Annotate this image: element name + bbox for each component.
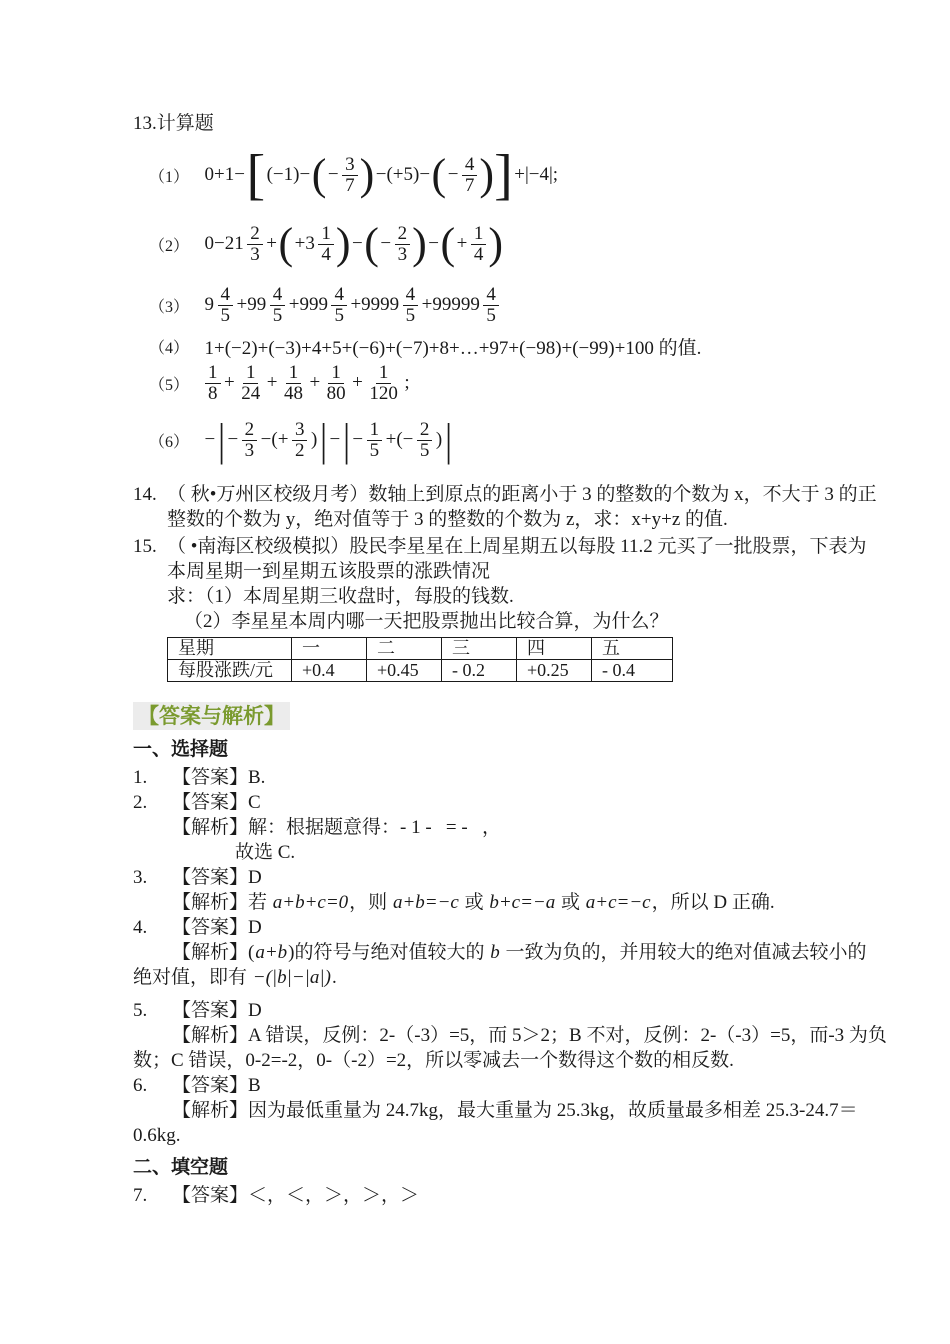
formula-text: +9999 <box>350 294 400 315</box>
text-run: 或 <box>556 892 585 913</box>
table-header-cell: 星期 <box>168 638 292 660</box>
denominator: 5 <box>220 304 231 326</box>
answer-number: 5. <box>133 1000 148 1021</box>
text-run: 一致为负的，并用较大的绝对值减去较小的 <box>500 942 867 963</box>
fraction <box>270 285 286 326</box>
q13-item-3-formula <box>203 285 501 326</box>
answers-list <box>133 765 887 1148</box>
formula-text: − <box>380 233 392 254</box>
q13-item-5 <box>133 360 850 406</box>
answer-line <box>133 815 850 840</box>
formula-text: +(− <box>385 429 414 450</box>
q13-item-5-label: （5） <box>149 376 190 394</box>
q13-item-1 <box>133 144 850 206</box>
answer-line <box>133 865 850 890</box>
numerator: 3 <box>342 155 358 176</box>
numerator: 2 <box>242 420 258 441</box>
numerator: 4 <box>331 285 347 306</box>
denominator: 7 <box>345 174 355 196</box>
answers-header: 【答案与解析】 <box>133 702 290 730</box>
fraction <box>342 155 358 196</box>
formula-text: − <box>351 233 363 254</box>
question-15-body <box>167 534 866 682</box>
q13-item-4 <box>133 334 850 358</box>
formula-text: (−1)− <box>266 164 311 185</box>
denominator: 2 <box>294 439 305 461</box>
fraction <box>367 420 383 461</box>
numerator: 2 <box>247 224 263 245</box>
table-value-cell: +0.25 <box>517 660 592 682</box>
math-expression: b+c=−a <box>489 892 556 913</box>
answer-number: 7. <box>133 1185 148 1206</box>
formula-text: − <box>327 164 339 185</box>
q13-item-6 <box>133 412 850 468</box>
formula-text: + <box>352 372 363 393</box>
formula-text: + <box>456 233 468 254</box>
denominator: 3 <box>250 243 260 265</box>
numerator: 1 <box>286 363 302 384</box>
denominator: 80 <box>326 382 346 404</box>
fraction <box>395 224 411 265</box>
answer-line <box>133 1098 858 1123</box>
denominator: 7 <box>464 174 475 196</box>
q13-item-2-formula <box>203 219 503 268</box>
question-14-line-2: 整数的个数为 y，绝对值等于 3 的整数的个数为 z，求：x+y+z 的值. <box>167 509 728 530</box>
math-expression: b <box>490 942 500 963</box>
formula-text: 9 <box>204 294 215 315</box>
answer-line <box>133 840 850 865</box>
section-multiple-choice: 一、选择题 <box>133 739 229 760</box>
numerator: 1 <box>243 363 259 384</box>
big-paren-glyph: ( <box>311 150 327 199</box>
table-header-cell: 四 <box>517 638 592 660</box>
formula-text: ) <box>310 429 318 450</box>
formula-text: +99999 <box>421 294 480 315</box>
big-paren-glyph: ) <box>488 219 503 268</box>
formula-text: 0−21 <box>204 233 244 254</box>
numerator: 1 <box>367 420 383 441</box>
fraction <box>324 363 349 404</box>
big-paren-glyph: ) <box>412 219 427 268</box>
answer-number: 2. <box>133 792 148 813</box>
formula-text: − <box>227 429 239 450</box>
q13-item-4-label: （4） <box>149 339 190 357</box>
answer-line <box>133 1123 850 1148</box>
formula-text: +999 <box>288 294 328 315</box>
text-run: 绝对值，即有 <box>133 967 252 988</box>
big-paren-glyph: ) <box>479 150 495 199</box>
big-paren-glyph: ( <box>431 150 447 199</box>
formula-text: − <box>352 429 364 450</box>
formula-text: − <box>204 429 216 450</box>
formula-text: −(+5)− <box>375 164 431 185</box>
numerator: 1 <box>376 363 392 384</box>
question-14-line-1: （ 秋•万州区校级月考）数轴上到原点的距离小于 3 的整数的个数为 x，不大于 3 的正 <box>167 484 877 505</box>
q13-item-4-formula <box>203 333 703 360</box>
question-15-line-2: 本周星期一到星期五该股票的涨跌情况 <box>167 561 491 582</box>
answer-number: 1. <box>133 767 148 788</box>
question-14-number: 14. <box>133 484 157 505</box>
question-14 <box>133 482 877 532</box>
text-run: 【解析】因为最低重量为 24.7kg，最大重量为 25.3kg，故质量最多相差 25.3-24.7＝ <box>172 1100 858 1121</box>
denominator: 5 <box>272 304 283 326</box>
answer-line <box>133 790 850 815</box>
big-bracket-glyph: ] <box>494 144 513 206</box>
fraction <box>242 420 258 461</box>
answer-line <box>133 965 850 990</box>
answer-item <box>133 1073 858 1148</box>
formula-text: + <box>266 372 278 393</box>
fraction <box>238 363 263 404</box>
text-run: 数；C 错误，0-2=-2，0-（-2）=2，所以零减去一个数得这个数的相反数. <box>133 1050 734 1071</box>
question-15-ask-1: 求：（1）本周星期三收盘时，每股的钱数. <box>167 586 514 607</box>
big-paren-glyph: ( <box>278 219 294 268</box>
fraction <box>417 420 433 461</box>
table-header-cell: 二 <box>367 638 442 660</box>
math-expression: a+c=−c <box>585 892 651 913</box>
table-value-cell: - 0.4 <box>592 660 673 682</box>
text-run: 【答案】C <box>172 792 261 813</box>
answer-item <box>133 765 850 790</box>
big-paren-glyph: ( <box>364 219 379 268</box>
answer-line <box>133 1023 887 1048</box>
table-value-cell: +0.45 <box>367 660 442 682</box>
text-run: )的符号与绝对值较大的 <box>288 942 490 963</box>
numerator: 2 <box>395 224 411 245</box>
fraction <box>281 363 306 404</box>
denominator: 4 <box>321 243 331 265</box>
stock-change-table <box>167 637 673 682</box>
answer-number: 6. <box>133 1075 148 1096</box>
q13-title: 13.计算题 <box>133 113 214 134</box>
numerator: 1 <box>471 224 487 245</box>
answer-line <box>133 998 850 1023</box>
answer-line <box>133 940 867 965</box>
denominator: 48 <box>283 382 303 404</box>
fraction <box>292 420 308 461</box>
answer-item <box>133 915 867 990</box>
numerator: 1 <box>318 224 334 245</box>
text-run: 【答案】D <box>172 917 262 938</box>
table-header-cell: 五 <box>592 638 673 660</box>
numerator: 4 <box>462 155 478 176</box>
answer-item <box>133 865 850 915</box>
big-paren-glyph: ) <box>359 150 375 199</box>
big-bracket-glyph: [ <box>246 144 266 206</box>
formula-text: + <box>309 372 321 393</box>
answer-line <box>133 915 850 940</box>
answer-line <box>133 1183 850 1208</box>
q13-item-2-label: （2） <box>149 237 190 255</box>
text-run: 故选 C. <box>235 842 296 863</box>
absolute-value-bar: | <box>319 414 327 465</box>
formula-text: + <box>224 372 235 393</box>
table-header-cell: 一 <box>292 638 367 660</box>
formula-text: +99 <box>236 294 267 315</box>
denominator: 5 <box>486 304 496 326</box>
formula-text: 0+1− <box>204 164 245 185</box>
text-run: ，所以 D 正确. <box>651 892 775 913</box>
denominator: 120 <box>369 382 398 404</box>
math-expression: a+b+c=0 <box>272 892 349 913</box>
text-run: 【答案】B. <box>172 767 266 788</box>
text-run: 或 <box>459 892 489 913</box>
denominator: 4 <box>473 243 484 265</box>
formula-text: +|−4|; <box>514 164 559 185</box>
math-expression: −(|b|−|a|) <box>252 967 331 988</box>
fraction <box>462 155 478 196</box>
numerator: 1 <box>328 363 344 384</box>
fraction <box>471 224 487 265</box>
fraction <box>318 224 334 265</box>
denominator: 3 <box>244 439 255 461</box>
answer-7-list <box>133 1183 850 1208</box>
text-run: 【解析】若 <box>172 892 272 913</box>
answer-line <box>133 890 850 915</box>
formula-text: +3 <box>294 233 315 254</box>
fraction <box>483 285 499 326</box>
denominator: 5 <box>334 304 344 326</box>
math-expression: a+b=−c <box>392 892 459 913</box>
text-run: 0.6kg. <box>133 1125 181 1146</box>
text-run: 【答案】B <box>172 1075 261 1096</box>
numerator: 4 <box>403 285 419 306</box>
big-paren-glyph: ) <box>335 219 351 268</box>
numerator: 4 <box>270 285 286 306</box>
absolute-value-bar: | <box>444 414 452 465</box>
formula-text: − <box>447 164 459 185</box>
answer-line <box>133 765 850 790</box>
denominator: 5 <box>369 439 380 461</box>
question-15-number: 15. <box>133 536 157 557</box>
formula-text: ; <box>404 372 410 393</box>
answer-item <box>133 1183 850 1208</box>
question-15-line-1: （ •南海区校级模拟）股民李星星在上周星期五以每股 11.2 元买了一批股票，下表为 <box>167 536 867 557</box>
formula-text: − <box>428 233 439 254</box>
q13-item-3-label: （3） <box>149 298 190 316</box>
text-run: 【解析】解：根据题意得：- 1 - = - ， <box>172 817 501 838</box>
question-15-ask-2: （2）李星星本周内哪一天把股票抛出比较合算，为什么？ <box>184 611 669 632</box>
big-paren-glyph: ( <box>440 219 456 268</box>
fraction <box>218 285 234 326</box>
formula-text: −(+ <box>260 429 289 450</box>
math-expression: a+b <box>255 942 288 963</box>
answer-item <box>133 790 850 865</box>
denominator: 5 <box>405 304 416 326</box>
table-header-cell: 三 <box>442 638 517 660</box>
text-run: 【答案】D <box>172 867 262 888</box>
section-fill-blank: 二、填空题 <box>133 1157 229 1178</box>
absolute-value-bar: | <box>342 414 350 465</box>
text-run: 【答案】＜，＜，＞，＞，＞ <box>172 1185 420 1206</box>
answer-line <box>133 1073 850 1098</box>
answer-item <box>133 998 887 1073</box>
denominator: 3 <box>397 243 408 265</box>
q13-item-6-label: （6） <box>149 433 190 451</box>
q13-item-1-label: （1） <box>149 168 190 186</box>
text-run: ，则 <box>349 892 392 913</box>
denominator: 5 <box>419 439 430 461</box>
q13-item-2 <box>133 216 850 272</box>
fraction <box>331 285 347 326</box>
numerator: 3 <box>292 420 308 441</box>
fraction <box>366 363 401 404</box>
table-value-cell: 每股涨跌/元 <box>168 660 292 682</box>
text-run: 【答案】D <box>172 1000 262 1021</box>
text-run: . <box>331 967 337 988</box>
formula-text: 1+(−2)+(−3)+4+5+(−6)+(−7)+8+…+97+(−98)+(−99)+100 的值. <box>204 337 702 359</box>
answer-number: 3. <box>133 867 148 888</box>
numerator: 1 <box>205 363 221 384</box>
numerator: 4 <box>218 285 234 306</box>
table-value-row <box>168 660 673 682</box>
absolute-value-bar: | <box>217 414 225 465</box>
question-15 <box>133 534 867 682</box>
q13-item-5-formula <box>203 363 411 404</box>
answer-number: 4. <box>133 917 148 938</box>
fraction <box>403 285 419 326</box>
numerator: 2 <box>417 420 433 441</box>
formula-text: ) <box>435 429 443 450</box>
question-14-body <box>167 482 877 532</box>
text-run: 【解析】A 错误，反例：2-（-3）=5，而 5＞2；B 不对，反例：2-（-3）=5，而-3 为负 <box>172 1025 887 1046</box>
formula-text: + <box>266 233 277 254</box>
denominator: 8 <box>208 382 218 404</box>
q13-item-3 <box>133 280 850 330</box>
answer-line <box>133 1048 850 1073</box>
numerator: 4 <box>483 285 499 306</box>
table-value-cell: +0.4 <box>292 660 367 682</box>
q13-item-1-formula <box>203 144 560 206</box>
denominator: 24 <box>241 382 261 404</box>
table-value-cell: - 0.2 <box>442 660 517 682</box>
fraction <box>247 224 263 265</box>
fraction <box>205 363 221 404</box>
table-header-row <box>168 638 673 660</box>
formula-text: − <box>329 429 341 450</box>
text-run: 【解析】( <box>172 942 255 963</box>
q13-item-6-formula <box>203 414 453 465</box>
